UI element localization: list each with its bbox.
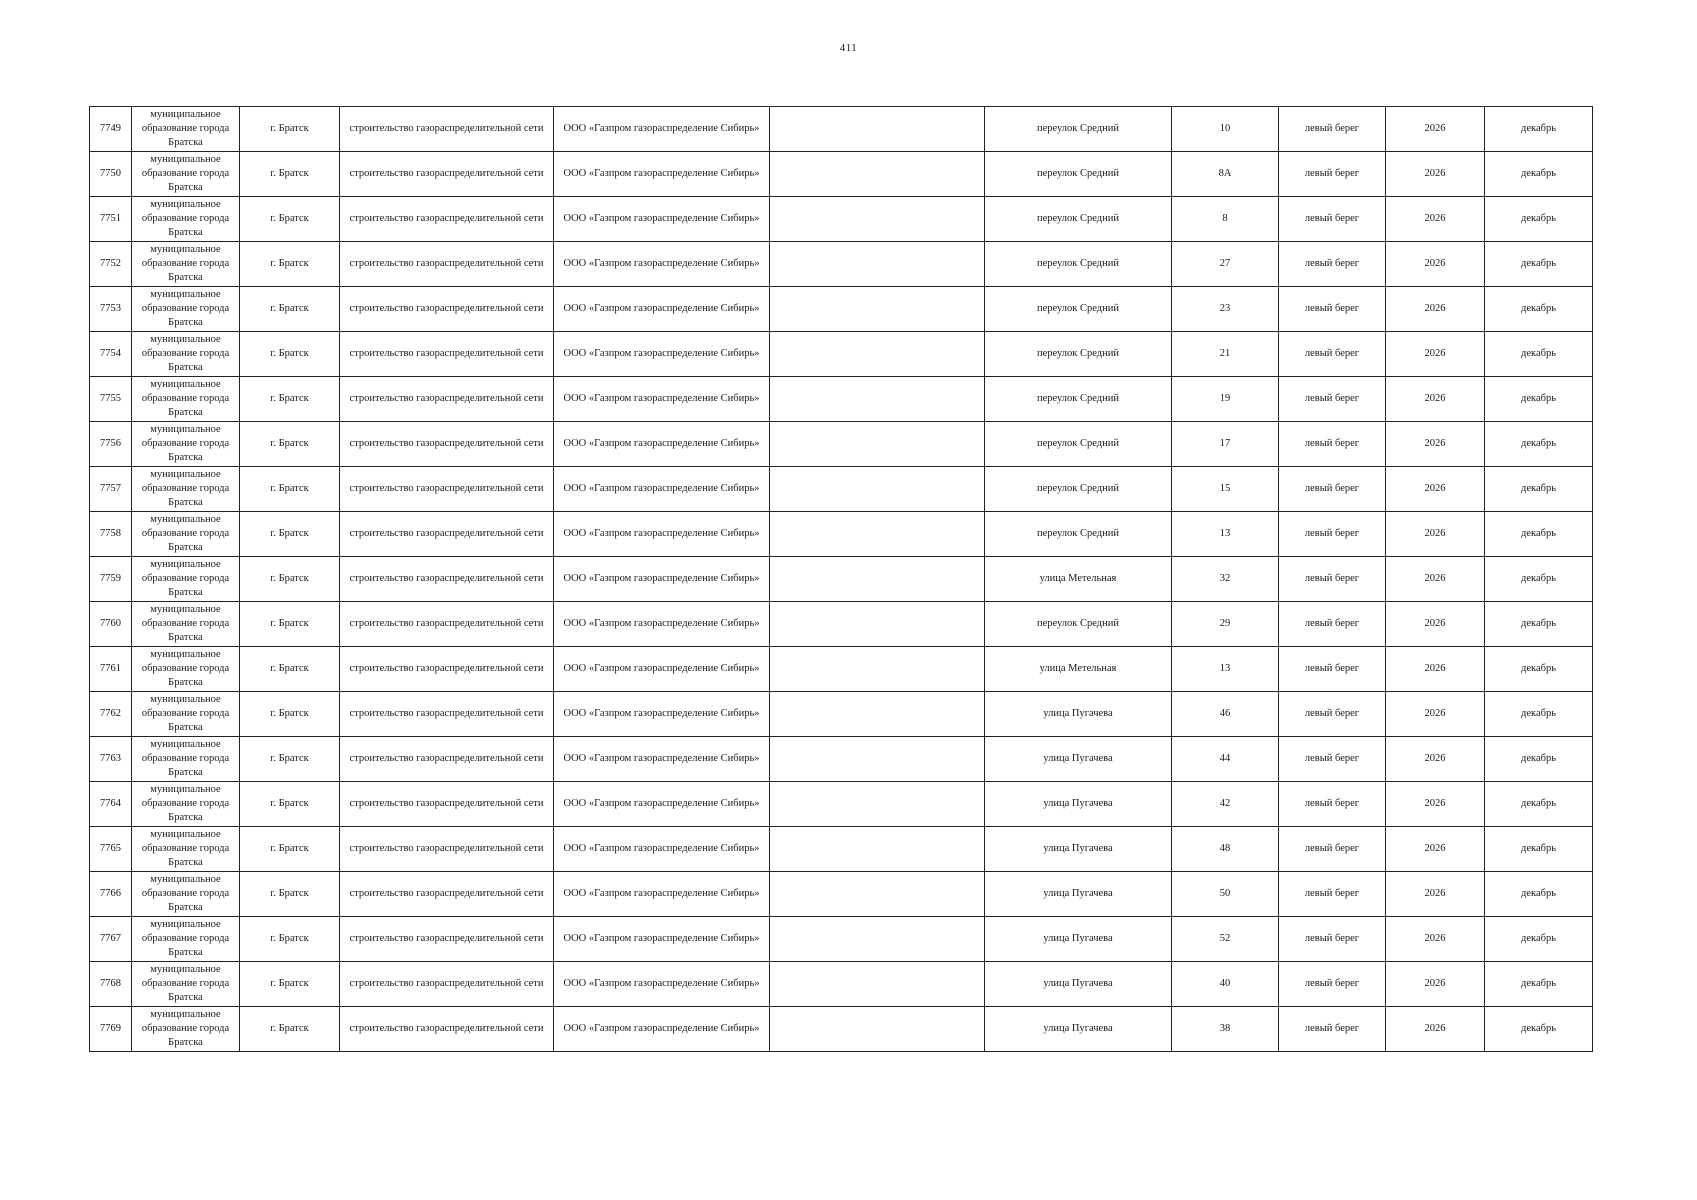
street-cell: улица Метельная [985,647,1172,692]
empty-cell [770,962,985,1007]
table-row [90,107,1593,152]
municipality-cell: муниципальное образование города Братска [132,422,240,467]
empty-cell [770,287,985,332]
empty-cell [770,107,985,152]
year-cell: 2026 [1386,197,1485,242]
work-type-cell: строительство газораспределительной сети [340,782,554,827]
settlement-cell: г. Братск [240,962,340,1007]
street-cell: переулок Средний [985,602,1172,647]
house-number-cell: 27 [1172,242,1279,287]
settlement-cell: г. Братск [240,512,340,557]
year-cell: 2026 [1386,557,1485,602]
empty-cell [770,512,985,557]
row-number: 7751 [90,197,132,242]
month-cell: декабрь [1485,332,1593,377]
empty-cell [770,332,985,377]
municipality-cell: муниципальное образование города Братска [132,827,240,872]
organization-cell: ООО «Газпром газораспределение Сибирь» [554,602,770,647]
organization-cell: ООО «Газпром газораспределение Сибирь» [554,1007,770,1052]
row-number: 7755 [90,377,132,422]
year-cell: 2026 [1386,917,1485,962]
organization-cell: ООО «Газпром газораспределение Сибирь» [554,647,770,692]
district-cell: левый берег [1279,602,1386,647]
house-number-cell: 8А [1172,152,1279,197]
year-cell: 2026 [1386,737,1485,782]
municipality-cell: муниципальное образование города Братска [132,512,240,557]
empty-cell [770,917,985,962]
year-cell: 2026 [1386,377,1485,422]
district-cell: левый берег [1279,107,1386,152]
house-number-cell: 13 [1172,647,1279,692]
year-cell: 2026 [1386,152,1485,197]
district-cell: левый берег [1279,557,1386,602]
empty-cell [770,872,985,917]
year-cell: 2026 [1386,107,1485,152]
row-number: 7760 [90,602,132,647]
settlement-cell: г. Братск [240,422,340,467]
year-cell: 2026 [1386,692,1485,737]
organization-cell: ООО «Газпром газораспределение Сибирь» [554,152,770,197]
street-cell: улица Пугачева [985,872,1172,917]
municipality-cell: муниципальное образование города Братска [132,602,240,647]
house-number-cell: 52 [1172,917,1279,962]
month-cell: декабрь [1485,287,1593,332]
street-cell: улица Пугачева [985,692,1172,737]
month-cell: декабрь [1485,737,1593,782]
house-number-cell: 38 [1172,1007,1279,1052]
month-cell: декабрь [1485,152,1593,197]
settlement-cell: г. Братск [240,602,340,647]
row-number: 7757 [90,467,132,512]
organization-cell: ООО «Газпром газораспределение Сибирь» [554,242,770,287]
table-row [90,377,1593,422]
house-number-cell: 19 [1172,377,1279,422]
work-type-cell: строительство газораспределительной сети [340,197,554,242]
settlement-cell: г. Братск [240,152,340,197]
table-row [90,332,1593,377]
month-cell: декабрь [1485,647,1593,692]
work-type-cell: строительство газораспределительной сети [340,692,554,737]
row-number: 7764 [90,782,132,827]
row-number: 7763 [90,737,132,782]
district-cell: левый берег [1279,782,1386,827]
organization-cell: ООО «Газпром газораспределение Сибирь» [554,782,770,827]
table-row [90,287,1593,332]
house-number-cell: 46 [1172,692,1279,737]
work-type-cell: строительство газораспределительной сети [340,872,554,917]
table-row [90,917,1593,962]
district-cell: левый берег [1279,287,1386,332]
organization-cell: ООО «Газпром газораспределение Сибирь» [554,692,770,737]
street-cell: улица Пугачева [985,962,1172,1007]
district-cell: левый берег [1279,152,1386,197]
work-type-cell: строительство газораспределительной сети [340,422,554,467]
empty-cell [770,1007,985,1052]
settlement-cell: г. Братск [240,782,340,827]
street-cell: переулок Средний [985,332,1172,377]
organization-cell: ООО «Газпром газораспределение Сибирь» [554,872,770,917]
month-cell: декабрь [1485,692,1593,737]
house-number-cell: 8 [1172,197,1279,242]
table-row [90,782,1593,827]
work-type-cell: строительство газораспределительной сети [340,287,554,332]
municipality-cell: муниципальное образование города Братска [132,242,240,287]
municipality-cell: муниципальное образование города Братска [132,692,240,737]
house-number-cell: 42 [1172,782,1279,827]
organization-cell: ООО «Газпром газораспределение Сибирь» [554,107,770,152]
settlement-cell: г. Братск [240,827,340,872]
table-row [90,242,1593,287]
organization-cell: ООО «Газпром газораспределение Сибирь» [554,467,770,512]
municipality-cell: муниципальное образование города Братска [132,737,240,782]
house-number-cell: 48 [1172,827,1279,872]
table-row [90,467,1593,512]
month-cell: декабрь [1485,422,1593,467]
municipality-cell: муниципальное образование города Братска [132,287,240,332]
house-number-cell: 21 [1172,332,1279,377]
organization-cell: ООО «Газпром газораспределение Сибирь» [554,422,770,467]
organization-cell: ООО «Газпром газораспределение Сибирь» [554,332,770,377]
street-cell: улица Метельная [985,557,1172,602]
work-type-cell: строительство газораспределительной сети [340,332,554,377]
municipality-cell: муниципальное образование города Братска [132,557,240,602]
municipality-cell: муниципальное образование города Братска [132,647,240,692]
settlement-cell: г. Братск [240,197,340,242]
organization-cell: ООО «Газпром газораспределение Сибирь» [554,557,770,602]
row-number: 7767 [90,917,132,962]
municipality-cell: муниципальное образование города Братска [132,872,240,917]
municipality-cell: муниципальное образование города Братска [132,1007,240,1052]
month-cell: декабрь [1485,242,1593,287]
organization-cell: ООО «Газпром газораспределение Сибирь» [554,197,770,242]
row-number: 7766 [90,872,132,917]
row-number: 7761 [90,647,132,692]
street-cell: улица Пугачева [985,782,1172,827]
house-number-cell: 10 [1172,107,1279,152]
municipality-cell: муниципальное образование города Братска [132,782,240,827]
table-row [90,647,1593,692]
table-row [90,512,1593,557]
district-cell: левый берег [1279,332,1386,377]
house-number-cell: 13 [1172,512,1279,557]
month-cell: декабрь [1485,827,1593,872]
row-number: 7750 [90,152,132,197]
month-cell: декабрь [1485,557,1593,602]
work-type-cell: строительство газораспределительной сети [340,1007,554,1052]
house-number-cell: 40 [1172,962,1279,1007]
district-cell: левый берег [1279,917,1386,962]
district-cell: левый берег [1279,422,1386,467]
empty-cell [770,692,985,737]
month-cell: декабрь [1485,917,1593,962]
row-number: 7756 [90,422,132,467]
month-cell: декабрь [1485,602,1593,647]
empty-cell [770,647,985,692]
year-cell: 2026 [1386,962,1485,1007]
row-number: 7759 [90,557,132,602]
empty-cell [770,467,985,512]
district-cell: левый берег [1279,467,1386,512]
table-row [90,152,1593,197]
street-cell: переулок Средний [985,287,1172,332]
street-cell: переулок Средний [985,242,1172,287]
row-number: 7765 [90,827,132,872]
organization-cell: ООО «Газпром газораспределение Сибирь» [554,827,770,872]
municipality-cell: муниципальное образование города Братска [132,962,240,1007]
row-number: 7754 [90,332,132,377]
street-cell: переулок Средний [985,422,1172,467]
organization-cell: ООО «Газпром газораспределение Сибирь» [554,512,770,557]
empty-cell [770,782,985,827]
year-cell: 2026 [1386,287,1485,332]
year-cell: 2026 [1386,242,1485,287]
empty-cell [770,152,985,197]
work-type-cell: строительство газораспределительной сети [340,917,554,962]
month-cell: декабрь [1485,872,1593,917]
row-number: 7769 [90,1007,132,1052]
table-row [90,602,1593,647]
work-type-cell: строительство газораспределительной сети [340,152,554,197]
settlement-cell: г. Братск [240,287,340,332]
house-number-cell: 23 [1172,287,1279,332]
settlement-cell: г. Братск [240,467,340,512]
street-cell: переулок Средний [985,107,1172,152]
municipality-cell: муниципальное образование города Братска [132,107,240,152]
empty-cell [770,602,985,647]
table-row [90,1007,1593,1052]
street-cell: переулок Средний [985,197,1172,242]
house-number-cell: 44 [1172,737,1279,782]
year-cell: 2026 [1386,512,1485,557]
year-cell: 2026 [1386,422,1485,467]
municipality-cell: муниципальное образование города Братска [132,197,240,242]
table-row [90,737,1593,782]
work-type-cell: строительство газораспределительной сети [340,377,554,422]
month-cell: декабрь [1485,962,1593,1007]
house-number-cell: 15 [1172,467,1279,512]
district-cell: левый берег [1279,962,1386,1007]
row-number: 7762 [90,692,132,737]
year-cell: 2026 [1386,602,1485,647]
street-cell: улица Пугачева [985,827,1172,872]
table-body [90,107,1593,1052]
street-cell: улица Пугачева [985,917,1172,962]
month-cell: декабрь [1485,197,1593,242]
work-type-cell: строительство газораспределительной сети [340,827,554,872]
work-type-cell: строительство газораспределительной сети [340,602,554,647]
house-number-cell: 17 [1172,422,1279,467]
empty-cell [770,377,985,422]
empty-cell [770,827,985,872]
work-type-cell: строительство газораспределительной сети [340,647,554,692]
month-cell: декабрь [1485,1007,1593,1052]
table-row [90,962,1593,1007]
work-type-cell: строительство газораспределительной сети [340,242,554,287]
settlement-cell: г. Братск [240,332,340,377]
work-type-cell: строительство газораспределительной сети [340,557,554,602]
empty-cell [770,242,985,287]
empty-cell [770,422,985,467]
municipality-cell: муниципальное образование города Братска [132,377,240,422]
empty-cell [770,737,985,782]
municipality-cell: муниципальное образование города Братска [132,917,240,962]
work-type-cell: строительство газораспределительной сети [340,962,554,1007]
table-row [90,872,1593,917]
year-cell: 2026 [1386,332,1485,377]
empty-cell [770,557,985,602]
street-cell: переулок Средний [985,377,1172,422]
district-cell: левый берег [1279,737,1386,782]
street-cell: переулок Средний [985,512,1172,557]
month-cell: декабрь [1485,377,1593,422]
row-number: 7768 [90,962,132,1007]
district-cell: левый берег [1279,872,1386,917]
table-row [90,422,1593,467]
district-cell: левый берег [1279,512,1386,557]
settlement-cell: г. Братск [240,1007,340,1052]
district-cell: левый берег [1279,197,1386,242]
year-cell: 2026 [1386,1007,1485,1052]
settlement-cell: г. Братск [240,917,340,962]
month-cell: декабрь [1485,782,1593,827]
organization-cell: ООО «Газпром газораспределение Сибирь» [554,287,770,332]
district-cell: левый берег [1279,377,1386,422]
settlement-cell: г. Братск [240,737,340,782]
settlement-cell: г. Братск [240,242,340,287]
street-cell: улица Пугачева [985,1007,1172,1052]
page-number: 411 [839,42,858,54]
year-cell: 2026 [1386,467,1485,512]
street-cell: переулок Средний [985,152,1172,197]
settlement-cell: г. Братск [240,692,340,737]
municipality-cell: муниципальное образование города Братска [132,152,240,197]
row-number: 7752 [90,242,132,287]
work-type-cell: строительство газораспределительной сети [340,107,554,152]
row-number: 7749 [90,107,132,152]
year-cell: 2026 [1386,647,1485,692]
table-row [90,692,1593,737]
table-row [90,827,1593,872]
gasification-table [89,106,1593,1052]
organization-cell: ООО «Газпром газораспределение Сибирь» [554,377,770,422]
row-number: 7758 [90,512,132,557]
settlement-cell: г. Братск [240,377,340,422]
organization-cell: ООО «Газпром газораспределение Сибирь» [554,962,770,1007]
house-number-cell: 29 [1172,602,1279,647]
month-cell: декабрь [1485,107,1593,152]
year-cell: 2026 [1386,827,1485,872]
table-row [90,197,1593,242]
year-cell: 2026 [1386,782,1485,827]
year-cell: 2026 [1386,872,1485,917]
district-cell: левый берег [1279,1007,1386,1052]
row-number: 7753 [90,287,132,332]
organization-cell: ООО «Газпром газораспределение Сибирь» [554,917,770,962]
street-cell: улица Пугачева [985,737,1172,782]
work-type-cell: строительство газораспределительной сети [340,467,554,512]
street-cell: переулок Средний [985,467,1172,512]
settlement-cell: г. Братск [240,872,340,917]
organization-cell: ООО «Газпром газораспределение Сибирь» [554,737,770,782]
district-cell: левый берег [1279,827,1386,872]
house-number-cell: 50 [1172,872,1279,917]
district-cell: левый берег [1279,242,1386,287]
settlement-cell: г. Братск [240,647,340,692]
settlement-cell: г. Братск [240,557,340,602]
house-number-cell: 32 [1172,557,1279,602]
empty-cell [770,197,985,242]
settlement-cell: г. Братск [240,107,340,152]
municipality-cell: муниципальное образование города Братска [132,467,240,512]
table-row [90,557,1593,602]
month-cell: декабрь [1485,512,1593,557]
month-cell: декабрь [1485,467,1593,512]
work-type-cell: строительство газораспределительной сети [340,512,554,557]
district-cell: левый берег [1279,692,1386,737]
work-type-cell: строительство газораспределительной сети [340,737,554,782]
municipality-cell: муниципальное образование города Братска [132,332,240,377]
district-cell: левый берег [1279,647,1386,692]
